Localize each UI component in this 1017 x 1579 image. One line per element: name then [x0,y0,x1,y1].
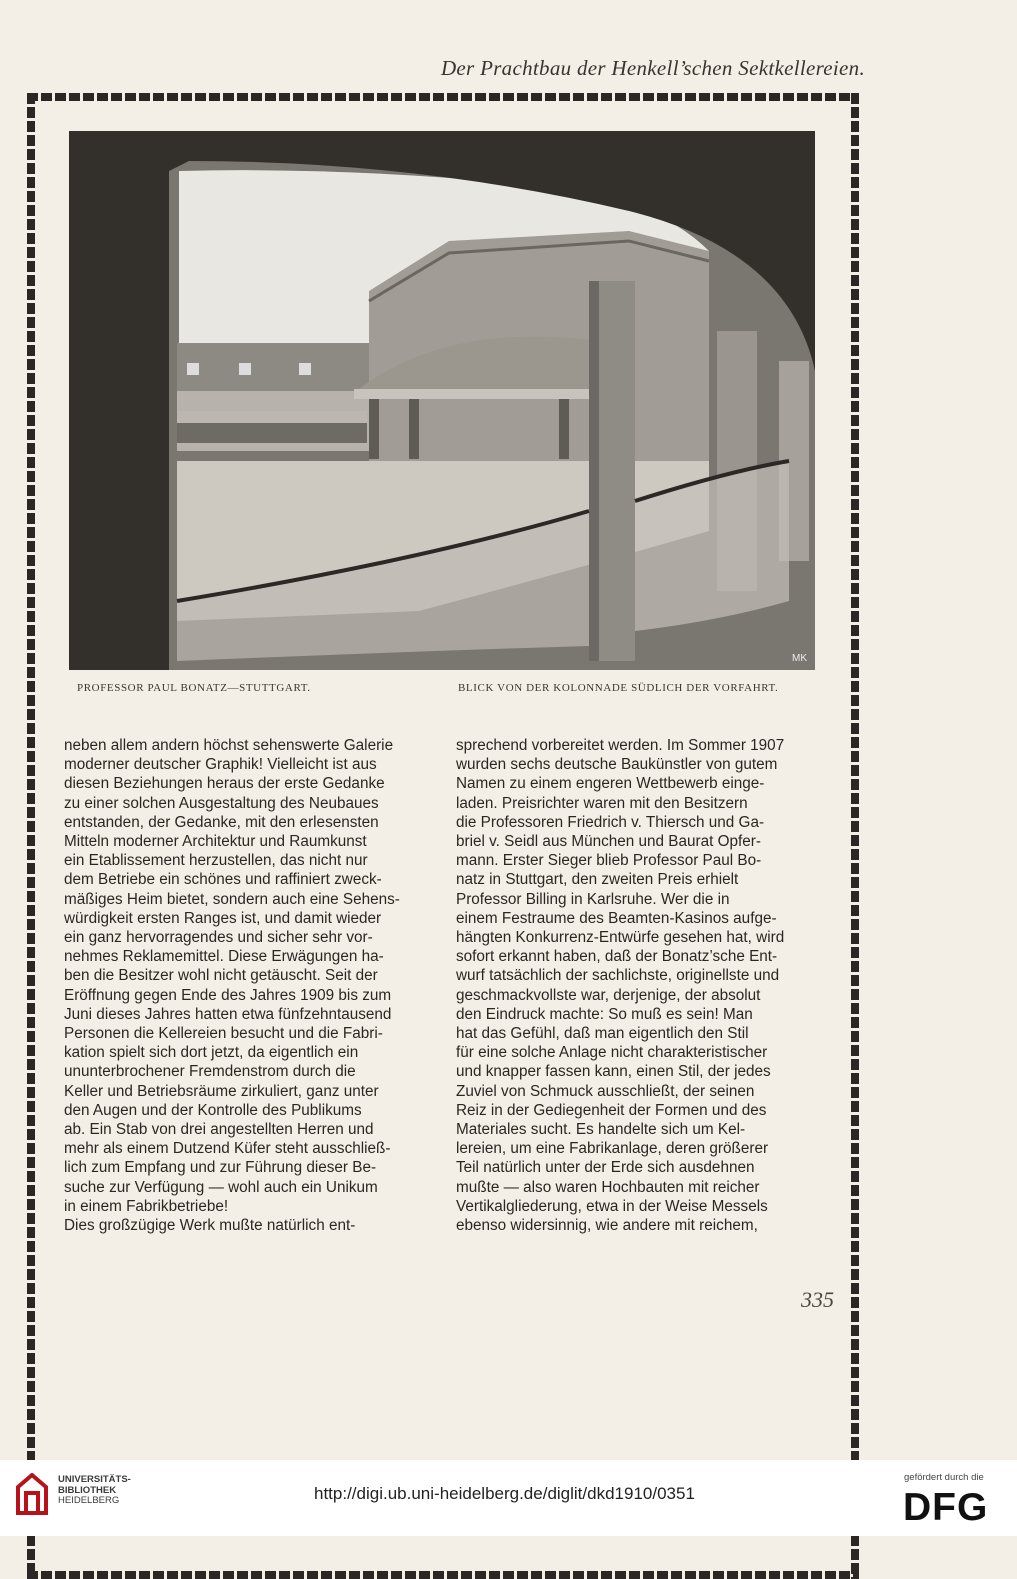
dfg-logo: DFG [903,1486,989,1529]
text-line: ununterbrochener Fremdenstrom durch die [64,1063,356,1081]
text-line: Teil natürlich unter der Erde sich ausdehnen [456,1159,755,1177]
text-line: entstanden, der Gedanke, mit den erlesensten [64,813,379,831]
text-line: ben die Besitzer wohl nicht getäuscht. Seit der [64,967,378,985]
text-line: lich zum Empfang und zur Führung dieser Be- [64,1159,377,1177]
text-column-left [64,736,436,1235]
text-line: Reiz in der Gediegenheit der Formen und des [456,1101,767,1119]
text-line: suche zur Verfügung — wohl auch ein Unikum [64,1178,378,1196]
text-line: wurden sechs deutsche Baukünstler von gutem [456,756,778,774]
text-line: den Eindruck machte: So muß es sein! Man [456,1005,753,1023]
text-line: mußte — also waren Hochbauten mit reicher [456,1178,760,1196]
text-line: sofort erkannt haben, daß der Bonatz’sche Ent- [456,948,778,966]
text-line: nehmes Reklamemittel. Diese Erwägungen ha- [64,948,384,966]
text-line: Vertikalgliederung, etwa in der Weise Messels [456,1197,768,1215]
text-line: die Professoren Friedrich v. Thiersch und Ga- [456,813,765,831]
text-line: mehr als einem Dutzend Küfer steht ausschließ- [64,1140,391,1158]
running-head: Der Prachtbau der Henkell’schen Sektkellereien. [440,56,865,80]
text-line: lereien, um eine Fabrikanlage, deren größerer [456,1140,769,1158]
text-line: in einem Fabrikbetriebe! [64,1197,229,1215]
photo-caption-title: BLICK VON DER KOLONNADE SÜDLICH DER VORFAHRT. [458,682,779,694]
text-line: hat das Gefühl, daß man eigentlich den Stil [456,1025,749,1043]
text-line: hängten Konkurrenz-Entwürfe gesehen hat, wird [456,929,785,947]
text-line: Materiales sucht. Es handelte sich um Kel- [456,1121,746,1139]
text-line: Professor Billing in Karlsruhe. Wer die in [456,890,730,908]
text-line: ein ganz hervorragendes und sicher sehr vor- [64,929,373,947]
text-line: den Augen und der Kontrolle des Publikums [64,1101,362,1119]
text-line: ab. Ein Stab von drei angestellten Herren und [64,1121,374,1139]
text-line: Personen die Kellereien besucht und die Fabri- [64,1025,383,1043]
text-line: wurf tatsächlich der sachlichste, originellste und [456,967,780,985]
colonnade-photograph [69,131,815,670]
text-line: geschmackvollste war, derjenige, der absolut [456,986,761,1004]
permalink-url[interactable]: http://digi.ub.uni-heidelberg.de/diglit/dkd1910/0351 [314,1484,695,1503]
library-name: UNIVERSITÄTS- BIBLIOTHEK HEIDELBERG [58,1474,131,1506]
text-line: diesen Beziehungen heraus der erste Gedanke [64,775,385,793]
text-line: dem Betriebe ein schönes und raffiniert zweck- [64,871,382,889]
text-line: Eröffnung gegen Ende des Jahres 1909 bis zum [64,986,392,1004]
text-line: Zuviel von Schmuck ausschließt, der seinen [456,1082,755,1100]
text-line: Mitteln moderner Architektur und Raumkunst [64,833,367,851]
text-line: mann. Erster Sieger blieb Professor Paul Bo- [456,852,762,870]
text-line: sprechend vorbereitet werden. Im Sommer 1907 [456,737,785,754]
text-line: Juni dieses Jahres hatten etwa fünfzehntausend [64,1005,392,1023]
text-line: ebenso widersinnig, wie andere mit reichem, [456,1217,758,1235]
text-line: moderner deutscher Graphik! Vielleicht ist aus [64,756,377,774]
text-line: neben allem andern höchst sehenswerte Galerie [64,737,394,754]
text-line: Dies großzügige Werk mußte natürlich ent- [64,1217,356,1235]
text-line: für eine solche Anlage nicht charakteristischer [456,1044,768,1062]
library-logo-icon [14,1473,50,1515]
text-line: laden. Preisrichter waren mit den Besitzern [456,794,748,812]
text-line: mäßiges Heim bietet, sondern auch eine Sehens- [64,890,400,908]
text-line: ein Etablissement herzustellen, das nicht nur [64,852,368,870]
photo-caption-architect: PROFESSOR PAUL BONATZ—STUTTGART. [77,682,311,694]
digitization-footer [0,1460,1017,1536]
text-line: und knapper fassen kann, einen Stil, der jedes [456,1063,771,1081]
text-line: würdigkeit ersten Ranges ist, und damit wieder [64,909,382,927]
text-line: briel v. Seidl aus München und Baurat Opfer- [456,833,761,851]
text-line: natz in Stuttgart, den zweiten Preis erhielt [456,871,739,889]
text-line: Keller und Betriebsräume zirkuliert, ganz unter [64,1082,379,1100]
funded-by-text: gefördert durch die [904,1472,984,1483]
text-line: Namen zu einem engeren Wettbewerb einge- [456,775,765,793]
text-line: kation spielt sich dort jetzt, da eigentlich ein [64,1044,359,1062]
photo-monogram: MK [792,653,807,664]
text-column-right [456,736,828,1235]
text-line: zu einer solchen Ausgestaltung des Neubaues [64,794,379,812]
page-number: 335 [801,1287,834,1312]
text-line: einem Festraume des Beamten-Kasinos aufge- [456,909,777,927]
